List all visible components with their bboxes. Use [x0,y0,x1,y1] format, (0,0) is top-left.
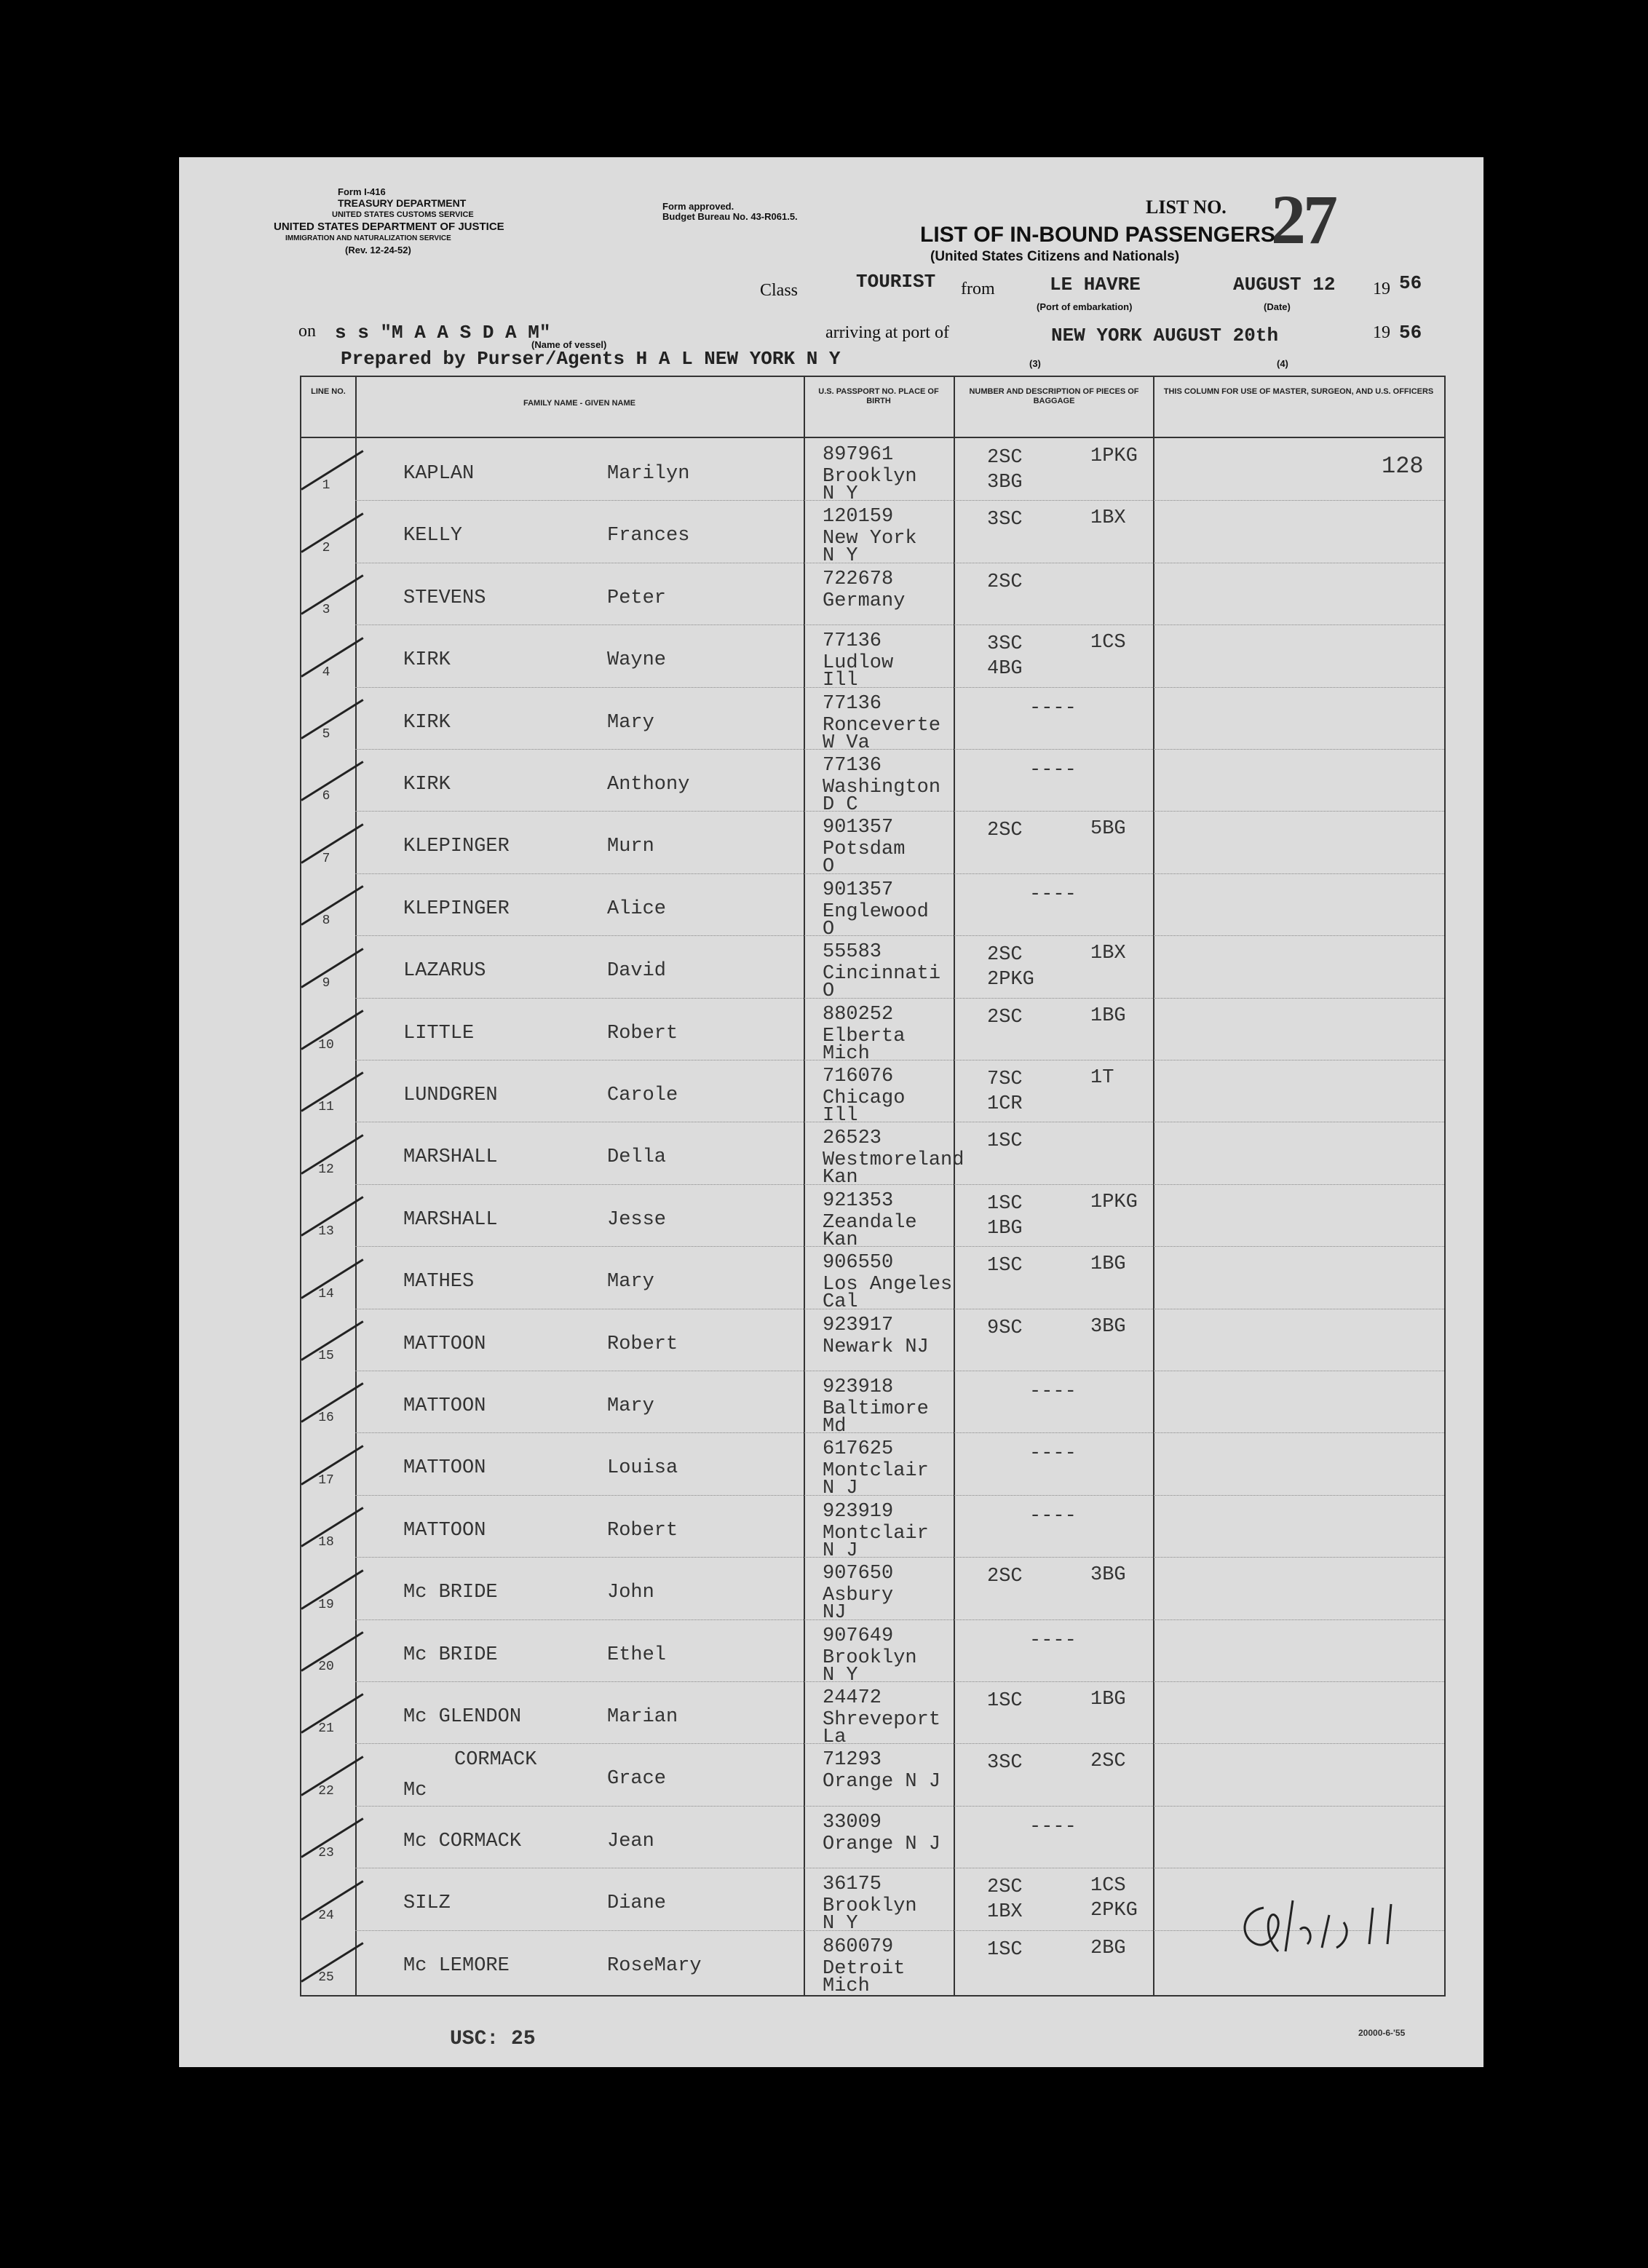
place-of-birth-line2: Md [823,1416,847,1438]
table-row [301,1681,1444,1748]
col-baggage: NUMBER AND DESCRIPTION OF PIECES OF BAGGAGE [969,387,1139,405]
family-name-continued: CORMACK [454,1749,537,1772]
place-of-birth-line2: Kan [823,1167,858,1189]
table-row [301,1806,1444,1868]
year: 56 [1399,272,1422,294]
caption-4: (4) [1277,358,1288,369]
family-name: Mc GLENDON [403,1706,522,1728]
place-of-birth-line2: N Y [823,545,858,568]
family-name: LUNDGREN [403,1085,498,1106]
place-of-birth: New York [823,528,917,550]
customs-service: UNITED STATES CUSTOMS SERVICE [332,210,474,219]
baggage-other: 3BG [1090,1315,1126,1338]
given-name: Mary [607,711,654,734]
line-number: 16 [318,1411,334,1426]
place-of-birth-line2: Ill [823,670,858,692]
given-name: John [607,1582,654,1604]
passport-number: 880252 [823,1003,894,1026]
place-of-birth-line2: N J [823,1478,858,1500]
place-of-birth-line2: O [823,856,835,879]
line-number: 18 [318,1535,334,1550]
baggage-other: 1PKG [1090,445,1138,467]
place-of-birth-line2: NJ [823,1602,847,1625]
baggage-primary: 1SC [987,1130,1023,1153]
port-caption: (Port of embarkation) [1037,301,1133,312]
baggage-other: 1T [1090,1067,1114,1089]
baggage-other: 1BG [1090,1004,1126,1027]
line-number: 10 [318,1037,334,1052]
baggage-other-2: 2PKG [1090,1900,1138,1922]
place-of-birth-line2: N Y [823,483,858,505]
place-of-birth: Westmoreland [823,1149,964,1172]
line-number: 3 [322,603,330,618]
given-name: Mary [607,1395,654,1417]
place-of-birth: Baltimore [823,1398,929,1420]
table-row [301,873,1444,940]
line-number: 24 [318,1908,334,1923]
from-label: from [961,279,995,298]
passport-number: 901357 [823,879,894,901]
table-row [301,500,1444,568]
line-number: 25 [318,1970,334,1985]
baggage-other: 1CS [1090,1875,1126,1898]
baggage-other: 5BG [1090,818,1126,841]
given-name: Alice [607,897,667,920]
place-of-birth: Brooklyn [823,466,917,488]
family-name: Mc LEMORE [403,1954,510,1977]
passport-number: 77136 [823,755,882,777]
place-of-birth-line2: Mich [823,1042,870,1065]
class-label: Class [760,281,799,300]
given-name: Marilyn [607,463,690,485]
given-name: RoseMary [607,1954,702,1977]
baggage-primary: 2SC [987,1876,1023,1899]
family-name: MATTOON [403,1457,486,1480]
passport-number: 77136 [823,630,882,653]
given-name: Jean [607,1830,654,1852]
col-officers: THIS COLUMN FOR USE OF MASTER, SURGEON, AND U.S. OFFICERS [1163,387,1434,396]
passport-number: 901357 [823,817,894,839]
given-name: Mary [607,1271,654,1293]
line-number: 22 [318,1783,334,1799]
line-number: 13 [318,1224,334,1240]
no-baggage-dash: ---- [1029,1815,1077,1838]
passport-number: 923917 [823,1314,894,1336]
class-value: TOURIST [856,271,936,293]
list-number: 27 [1271,181,1335,258]
caption-3: (3) [1029,358,1041,369]
given-name: Murn [607,836,654,858]
table-row [301,1371,1444,1438]
list-no-label: LIST NO. [1146,197,1227,218]
family-name: KAPLAN [403,463,475,485]
baggage-primary: 1SC [987,1690,1023,1712]
given-name: Robert [607,1333,678,1355]
table-row [301,935,1444,1003]
place-of-birth: Brooklyn [823,1895,917,1918]
table-row [301,998,1444,1065]
given-name: Peter [607,587,667,609]
place-of-birth: Orange N J [823,1833,941,1855]
place-of-birth-line2: W Va [823,731,870,754]
baggage-secondary: 1BG [987,1217,1023,1240]
year-prefix: 19 [1373,279,1390,298]
place-of-birth: Potsdam [823,838,906,861]
table-row [301,563,1444,625]
manifest-subtitle: (United States Citizens and Nationals) [930,249,1180,264]
place-of-birth-line2: N Y [823,1913,858,1935]
line-number: 12 [318,1162,334,1177]
line-number: 11 [318,1100,334,1115]
place-of-birth: Montclair [823,1522,929,1545]
line-number: 15 [318,1348,334,1363]
baggage-other: 1CS [1090,632,1126,654]
passport-number: 26523 [823,1127,882,1150]
baggage-primary: 2SC [987,1566,1023,1588]
year-prefix-2: 19 [1373,323,1390,342]
no-baggage-dash: ---- [1029,759,1077,781]
place-of-birth: Shreveport [823,1709,941,1731]
form-number: Form I-416 [338,186,386,197]
family-name: LAZARUS [403,960,486,983]
passport-number: 897961 [823,444,894,466]
place-of-birth-line2: N J [823,1539,858,1562]
passport-number: 923918 [823,1376,894,1398]
table-row [301,1743,1444,1805]
form-approved: Form approved. [662,201,734,212]
line-number: 2 [322,540,330,555]
given-name: Wayne [607,649,667,672]
family-name: KIRK [403,649,451,672]
baggage-other: 1BX [1090,507,1126,530]
passport-number: 71293 [823,1749,882,1772]
baggage-primary: 2SC [987,447,1023,469]
table-row [301,625,1444,692]
family-name: KIRK [403,711,451,734]
baggage-primary: 1SC [987,1938,1023,1961]
passport-number: 860079 [823,1935,894,1958]
family-name: KELLY [403,525,463,547]
passport-number: 907650 [823,1563,894,1585]
family-name: SILZ [403,1892,451,1915]
budget-bureau: Budget Bureau No. 43-R061.5. [662,211,798,222]
baggage-secondary: 3BG [987,472,1023,493]
family-name: MATTOON [403,1395,486,1417]
baggage-primary: 2SC [987,820,1023,842]
place-of-birth: Detroit [823,1957,906,1980]
table-row [301,1184,1444,1251]
family-name: LITTLE [403,1022,475,1044]
given-name: Grace [607,1768,667,1791]
table-row [301,687,1444,754]
baggage-primary: 7SC [987,1068,1023,1090]
col-line-no: LINE NO. [311,387,346,396]
line-number: 4 [322,665,330,680]
passport-number: 716076 [823,1066,894,1087]
family-name: MATTOON [403,1519,486,1542]
port-of-embarkation: LE HAVRE [1050,274,1141,296]
no-baggage-dash: ---- [1029,883,1077,905]
passport-number: 923919 [823,1500,894,1523]
manifest-page [179,157,1483,2067]
passenger-table [300,376,1446,1997]
baggage-primary: 3SC [987,633,1023,656]
table-row [301,749,1444,816]
passport-number: 722678 [823,568,894,590]
arrival-port-date: NEW YORK AUGUST 20th [1051,325,1279,346]
place-of-birth-line2: O [823,918,835,940]
given-name: Marian [607,1706,678,1728]
given-name: Louisa [607,1457,678,1480]
manifest-title: LIST OF IN-BOUND PASSENGERS [920,223,1275,247]
place-of-birth-line2: O [823,980,835,1003]
passport-number: 907649 [823,1625,894,1647]
baggage-other: 3BG [1090,1564,1126,1587]
place-of-birth: Newark NJ [823,1336,929,1358]
no-baggage-dash: ---- [1029,1629,1077,1652]
no-baggage-dash: ---- [1029,1381,1077,1403]
given-name: Robert [607,1519,678,1542]
baggage-primary: 3SC [987,1752,1023,1775]
passport-number: 24472 [823,1687,882,1709]
given-name: Diane [607,1892,667,1915]
place-of-birth-line2: N Y [823,1664,858,1686]
family-name: MATTOON [403,1333,486,1355]
line-number: 1 [322,478,330,493]
baggage-primary: 2SC [987,571,1023,593]
table-row [301,1122,1444,1189]
baggage-other: 2SC [1090,1750,1126,1773]
place-of-birth: Orange N J [823,1771,941,1793]
place-of-birth: Ronceverte [823,714,941,737]
family-name: MATHES [403,1271,475,1293]
table-row [301,1557,1444,1625]
line-number: 9 [322,975,330,991]
prepared-by: Prepared by Purser/Agents H A L NEW YORK N Y [341,348,841,370]
place-of-birth: Los Angeles [823,1274,953,1296]
col-passport: U.S. PASSPORT NO. PLACE OF BIRTH [818,387,939,405]
departure-date: AUGUST 12 [1233,274,1336,296]
place-of-birth: Chicago [823,1087,906,1109]
baggage-other: 1BG [1090,1689,1126,1710]
baggage-primary: 9SC [987,1317,1023,1339]
baggage-primary: 2SC [987,1006,1023,1028]
family-name: Mc BRIDE [403,1643,498,1666]
baggage-primary: 2SC [987,944,1023,967]
given-name: Carole [607,1085,678,1106]
treasury-department: TREASURY DEPARTMENT [338,197,467,209]
line-number: 7 [322,851,330,866]
family-name: MARSHALL [403,1146,498,1169]
line-number: 17 [318,1472,334,1488]
no-baggage-dash: ---- [1029,697,1077,719]
table-row [301,1060,1444,1127]
passport-number: 33009 [823,1811,882,1833]
line-number: 14 [318,1286,334,1301]
usc-count: USC: 25 [450,2028,536,2050]
baggage-primary: 1SC [987,1255,1023,1277]
baggage-secondary: 4BG [987,658,1023,681]
given-name: Ethel [607,1643,667,1666]
table-row [301,438,1444,505]
year-2: 56 [1399,322,1422,344]
table-row [301,1246,1444,1314]
given-name: Jesse [607,1208,667,1231]
family-name: MARSHALL [403,1208,498,1231]
baggage-other: 1BX [1090,943,1126,965]
family-name: KLEPINGER [403,836,510,858]
given-name: Robert [607,1022,678,1044]
on-label: on [298,322,316,341]
no-baggage-dash: ---- [1029,1443,1077,1465]
place-of-birth: Ludlow [823,652,894,675]
given-name: Frances [607,525,690,547]
table-row [301,811,1444,879]
line-number: 6 [322,789,330,804]
officer-note: 128 [1382,453,1424,480]
place-of-birth: Montclair [823,1460,929,1483]
place-of-birth-line2: Mich [823,1975,870,1997]
date-caption: (Date) [1264,301,1291,312]
place-of-birth-line2: Kan [823,1229,858,1251]
passport-number: 55583 [823,941,882,964]
passport-number: 36175 [823,1874,882,1896]
immigration-service: IMMIGRATION AND NATURALIZATION SERVICE [285,234,451,242]
place-of-birth: Asbury [823,1585,894,1607]
baggage-primary: 3SC [987,509,1023,531]
table-row [301,1495,1444,1562]
table-row [301,1432,1444,1500]
no-baggage-dash: ---- [1029,1504,1077,1527]
passport-number: 921353 [823,1189,894,1212]
form-code: 20000-6-'55 [1358,2028,1406,2038]
justice-department: UNITED STATES DEPARTMENT OF JUSTICE [274,221,504,233]
line-number: 21 [318,1721,334,1737]
place-of-birth-line2: La [823,1726,847,1748]
family-name: KLEPINGER [403,897,510,920]
line-number: 23 [318,1846,334,1861]
vessel-name: s s "M A A S D A M" [335,322,551,344]
given-name: David [607,960,667,983]
line-number: 20 [318,1659,334,1674]
family-name: Mc [403,1780,427,1802]
place-of-birth-line2: Cal [823,1291,858,1314]
baggage-other: 1BG [1090,1253,1126,1276]
baggage-secondary: 2PKG [987,969,1034,991]
family-name: STEVENS [403,587,486,609]
place-of-birth-line2: Ill [823,1105,858,1127]
vessel-caption: (Name of vessel) [531,339,607,350]
line-number: 5 [322,726,330,742]
given-name: Anthony [607,774,690,796]
family-name: Mc BRIDE [403,1582,498,1604]
place-of-birth-line2: D C [823,794,858,816]
place-of-birth: Washington [823,777,941,798]
baggage-secondary: 1BX [987,1901,1023,1924]
table-row [301,1619,1444,1686]
passport-number: 120159 [823,506,894,528]
place-of-birth: Brooklyn [823,1646,917,1669]
passport-number: 617625 [823,1438,894,1461]
family-name: Mc CORMACK [403,1830,522,1852]
place-of-birth: Zeandale [823,1211,917,1234]
table-row [301,1309,1444,1371]
place-of-birth: Germany [823,590,906,612]
given-name: Della [607,1146,667,1169]
place-of-birth: Cincinnati [823,963,941,986]
baggage-other: 1PKG [1090,1191,1138,1213]
line-number: 8 [322,913,330,929]
arriving-label: arriving at port of [825,323,949,342]
passport-number: 906550 [823,1252,894,1274]
passport-number: 77136 [823,692,882,715]
baggage-secondary: 1CR [987,1093,1023,1115]
line-number: 19 [318,1597,334,1612]
place-of-birth: Elberta [823,1025,906,1047]
place-of-birth: Englewood [823,900,929,923]
baggage-other: 2BG [1090,1937,1126,1959]
family-name: KIRK [403,774,451,796]
baggage-primary: 1SC [987,1192,1023,1215]
revision-date: (Rev. 12-24-52) [345,245,411,255]
col-name: FAMILY NAME - GIVEN NAME [523,399,636,408]
officer-signature [1235,1893,1453,1959]
